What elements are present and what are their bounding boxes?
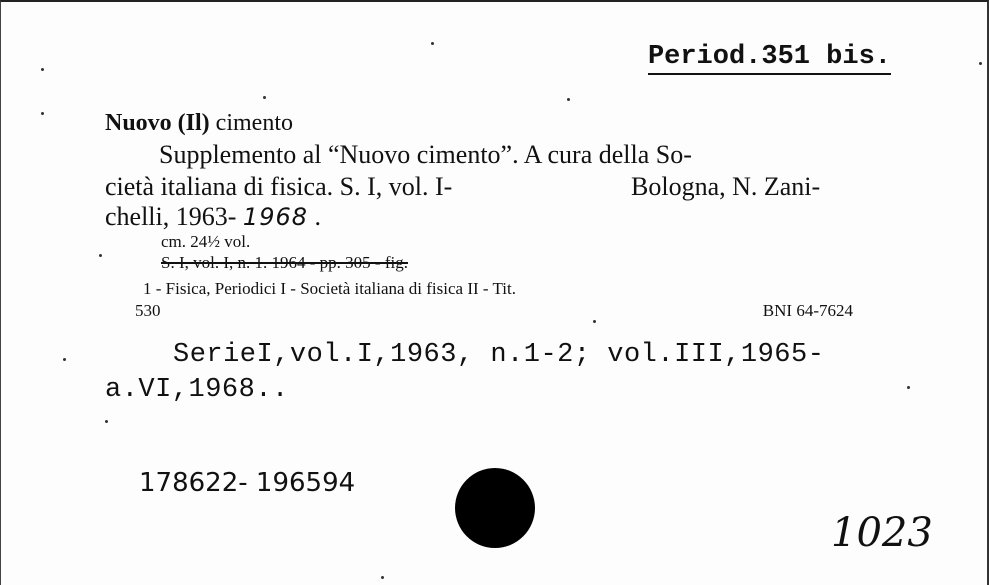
description-line-3-text: chelli, 1963- [105, 202, 237, 231]
description-line-3-end: . [314, 202, 321, 231]
holdings-line-2: a.VI,1968.. [105, 375, 289, 405]
speck [63, 358, 66, 361]
description-line-1: Supplemento al “Nuovo cimento”. A cura della So- [159, 140, 692, 169]
speck [979, 62, 982, 65]
subject-tracings: 1 - Fisica, Periodici I - Società italiana di fisica II - Tit. [143, 279, 516, 298]
description-line-2 [105, 172, 821, 202]
description-line-2-left: cietà italiana di fisica. S. I, vol. I- [105, 172, 453, 201]
speck [567, 98, 570, 101]
speck [381, 576, 384, 579]
heading-rest: cimento [215, 110, 293, 136]
description-line-3 [105, 202, 321, 232]
speck [263, 96, 266, 99]
speck [907, 386, 910, 389]
shelf-mark: Period.351 bis. [648, 42, 891, 75]
heading-main: Nuovo (Il) [105, 110, 210, 136]
holdings-line-1: SerieI,vol.I,1963, n.1-2; vol.III,1965- [173, 340, 825, 370]
handwritten-year: 1968 [242, 203, 308, 231]
speck [431, 42, 434, 45]
class-number: 530 [135, 301, 161, 320]
speck [41, 112, 44, 115]
speck [41, 68, 44, 71]
speck [105, 420, 108, 423]
handwritten-number: 1023 [831, 510, 933, 556]
speck [593, 320, 596, 323]
punch-hole [455, 468, 535, 548]
struck-through-text: S. I, vol. I, n. 1. 1964 - pp. 305 - fig. [161, 253, 408, 272]
accession-range: 178622- 196594 [139, 468, 356, 498]
bni-number: BNI 64-7624 [762, 301, 853, 320]
physical-description: cm. 24½ vol. [161, 232, 251, 251]
entry-heading [105, 110, 293, 137]
description-line-2-right: Bologna, N. Zani- [631, 172, 821, 201]
speck [99, 254, 102, 257]
